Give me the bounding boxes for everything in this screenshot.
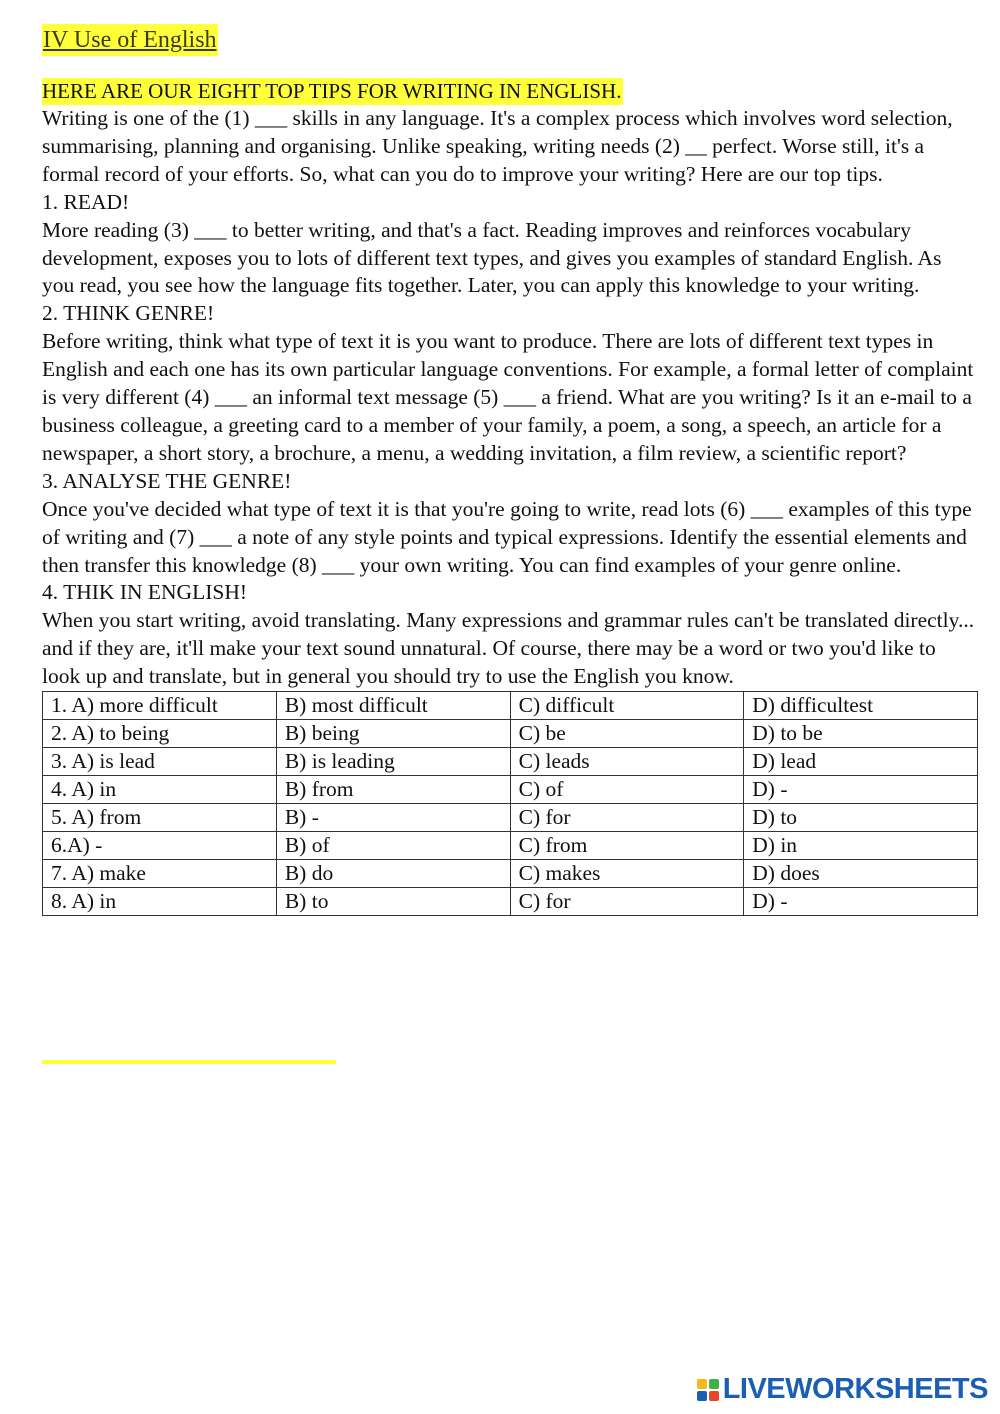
option-cell[interactable]: D) - xyxy=(744,776,978,804)
option-cell[interactable]: B) from xyxy=(276,776,510,804)
option-cell[interactable]: C) for xyxy=(510,804,744,832)
option-cell[interactable]: C) difficult xyxy=(510,692,744,720)
option-cell[interactable]: 5. A) from xyxy=(43,804,277,832)
intro-paragraph: Writing is one of the (1) ___ skills in any language. It's a complex process which involves word selection, summarising, planning and organising. Unlike speaking, writing needs (2) __ perfect. Worse still, it's a formal record of your efforts. So, what can you do to improve your writing? Here are our top tips. xyxy=(42,106,953,186)
option-cell[interactable]: D) to xyxy=(744,804,978,832)
option-cell[interactable]: D) difficultest xyxy=(744,692,978,720)
table-row xyxy=(43,888,978,916)
table-row xyxy=(43,720,978,748)
option-cell[interactable]: B) - xyxy=(276,804,510,832)
tip-heading: 2. THINK GENRE! xyxy=(42,301,215,326)
option-cell[interactable]: C) makes xyxy=(510,860,744,888)
tip-body: When you start writing, avoid translating. Many expressions and grammar rules can't be translated directly... and if they are, it'll make your text sound unnatural. Of course, there may be a word or two you'd like to look up and translate, but in general you should try to use the English you know. xyxy=(42,608,975,689)
option-cell[interactable]: 6.A) - xyxy=(43,832,277,860)
option-cell[interactable]: B) being xyxy=(276,720,510,748)
table-row xyxy=(43,776,978,804)
option-cell[interactable]: B) do xyxy=(276,860,510,888)
tip-body: Before writing, think what type of text it is you want to produce. There are lots of different text types in English and each one has its own particular language conventions. For example, a formal letter of complaint is very different (4) ___ an informal text message (5) ___ a friend. What are you writing? Is it an e-mail to a business colleague, a greeting card to a member of your family, a poem, a song, a speech, an article for a newspaper, a short story, a brochure, a menu, a wedding invitation, a film review, a scientific report? xyxy=(42,329,974,465)
logo-square-green xyxy=(709,1379,719,1389)
liveworksheets-logo xyxy=(697,1373,988,1406)
option-cell[interactable]: 1. A) more difficult xyxy=(43,692,277,720)
option-cell[interactable]: 4. A) in xyxy=(43,776,277,804)
table-row xyxy=(43,692,978,720)
option-cell[interactable]: C) from xyxy=(510,832,744,860)
logo-square-blue xyxy=(697,1391,707,1401)
highlight-bar xyxy=(42,1060,336,1064)
option-cell[interactable]: 8. A) in xyxy=(43,888,277,916)
logo-square-yellow xyxy=(697,1379,707,1389)
option-cell[interactable]: B) to xyxy=(276,888,510,916)
table-row xyxy=(43,748,978,776)
tip-body: More reading (3) ___ to better writing, and that's a fact. Reading improves and reinforces vocabulary development, exposes you to lots of different text types, and gives you examples of standard English. As you read, you see how the language fits together. Later, you can apply this knowledge to your writing. xyxy=(42,217,942,298)
table-row xyxy=(43,832,978,860)
option-cell[interactable]: D) to be xyxy=(744,720,978,748)
table-row xyxy=(43,804,978,832)
option-cell[interactable]: B) most difficult xyxy=(276,692,510,720)
option-cell[interactable]: 3. A) is lead xyxy=(43,748,277,776)
logo-text: LIVEWORKSHEETS xyxy=(722,1373,988,1405)
option-cell[interactable]: C) be xyxy=(510,720,744,748)
option-cell[interactable]: 7. A) make xyxy=(43,860,277,888)
option-cell[interactable]: D) does xyxy=(744,860,978,888)
option-cell[interactable]: 2. A) to being xyxy=(43,720,277,748)
tip-heading: 3. ANALYSE THE GENRE! xyxy=(42,468,292,493)
option-cell[interactable]: D) - xyxy=(744,888,978,916)
option-cell[interactable]: C) for xyxy=(510,888,744,916)
option-cell[interactable]: C) of xyxy=(510,776,744,804)
option-cell[interactable]: B) is leading xyxy=(276,748,510,776)
option-cell[interactable]: B) of xyxy=(276,832,510,860)
tip-heading: 4. THIK IN ENGLISH! xyxy=(42,580,248,605)
worksheet-page xyxy=(42,24,978,916)
headline: HERE ARE OUR EIGHT TOP TIPS FOR WRITING IN ENGLISH. xyxy=(42,79,622,103)
logo-square-red xyxy=(709,1391,719,1401)
option-cell[interactable]: D) in xyxy=(744,832,978,860)
answer-options-table xyxy=(42,691,978,916)
section-title: IV Use of English xyxy=(42,24,218,56)
option-cell[interactable]: D) lead xyxy=(744,748,978,776)
table-row xyxy=(43,860,978,888)
liveworksheets-logo-icon xyxy=(697,1379,719,1401)
tip-body: Once you've decided what type of text it is that you're going to write, read lots (6) ___ examples of this type of writing and (7) ___ a note of any style points and typical expressions. Identify the essential elements and then transfer this knowledge (8) ___ your own writing. You can find examples of your genre online. xyxy=(42,496,972,577)
option-cell[interactable]: C) leads xyxy=(510,748,744,776)
tip-heading: 1. READ! xyxy=(42,189,130,214)
